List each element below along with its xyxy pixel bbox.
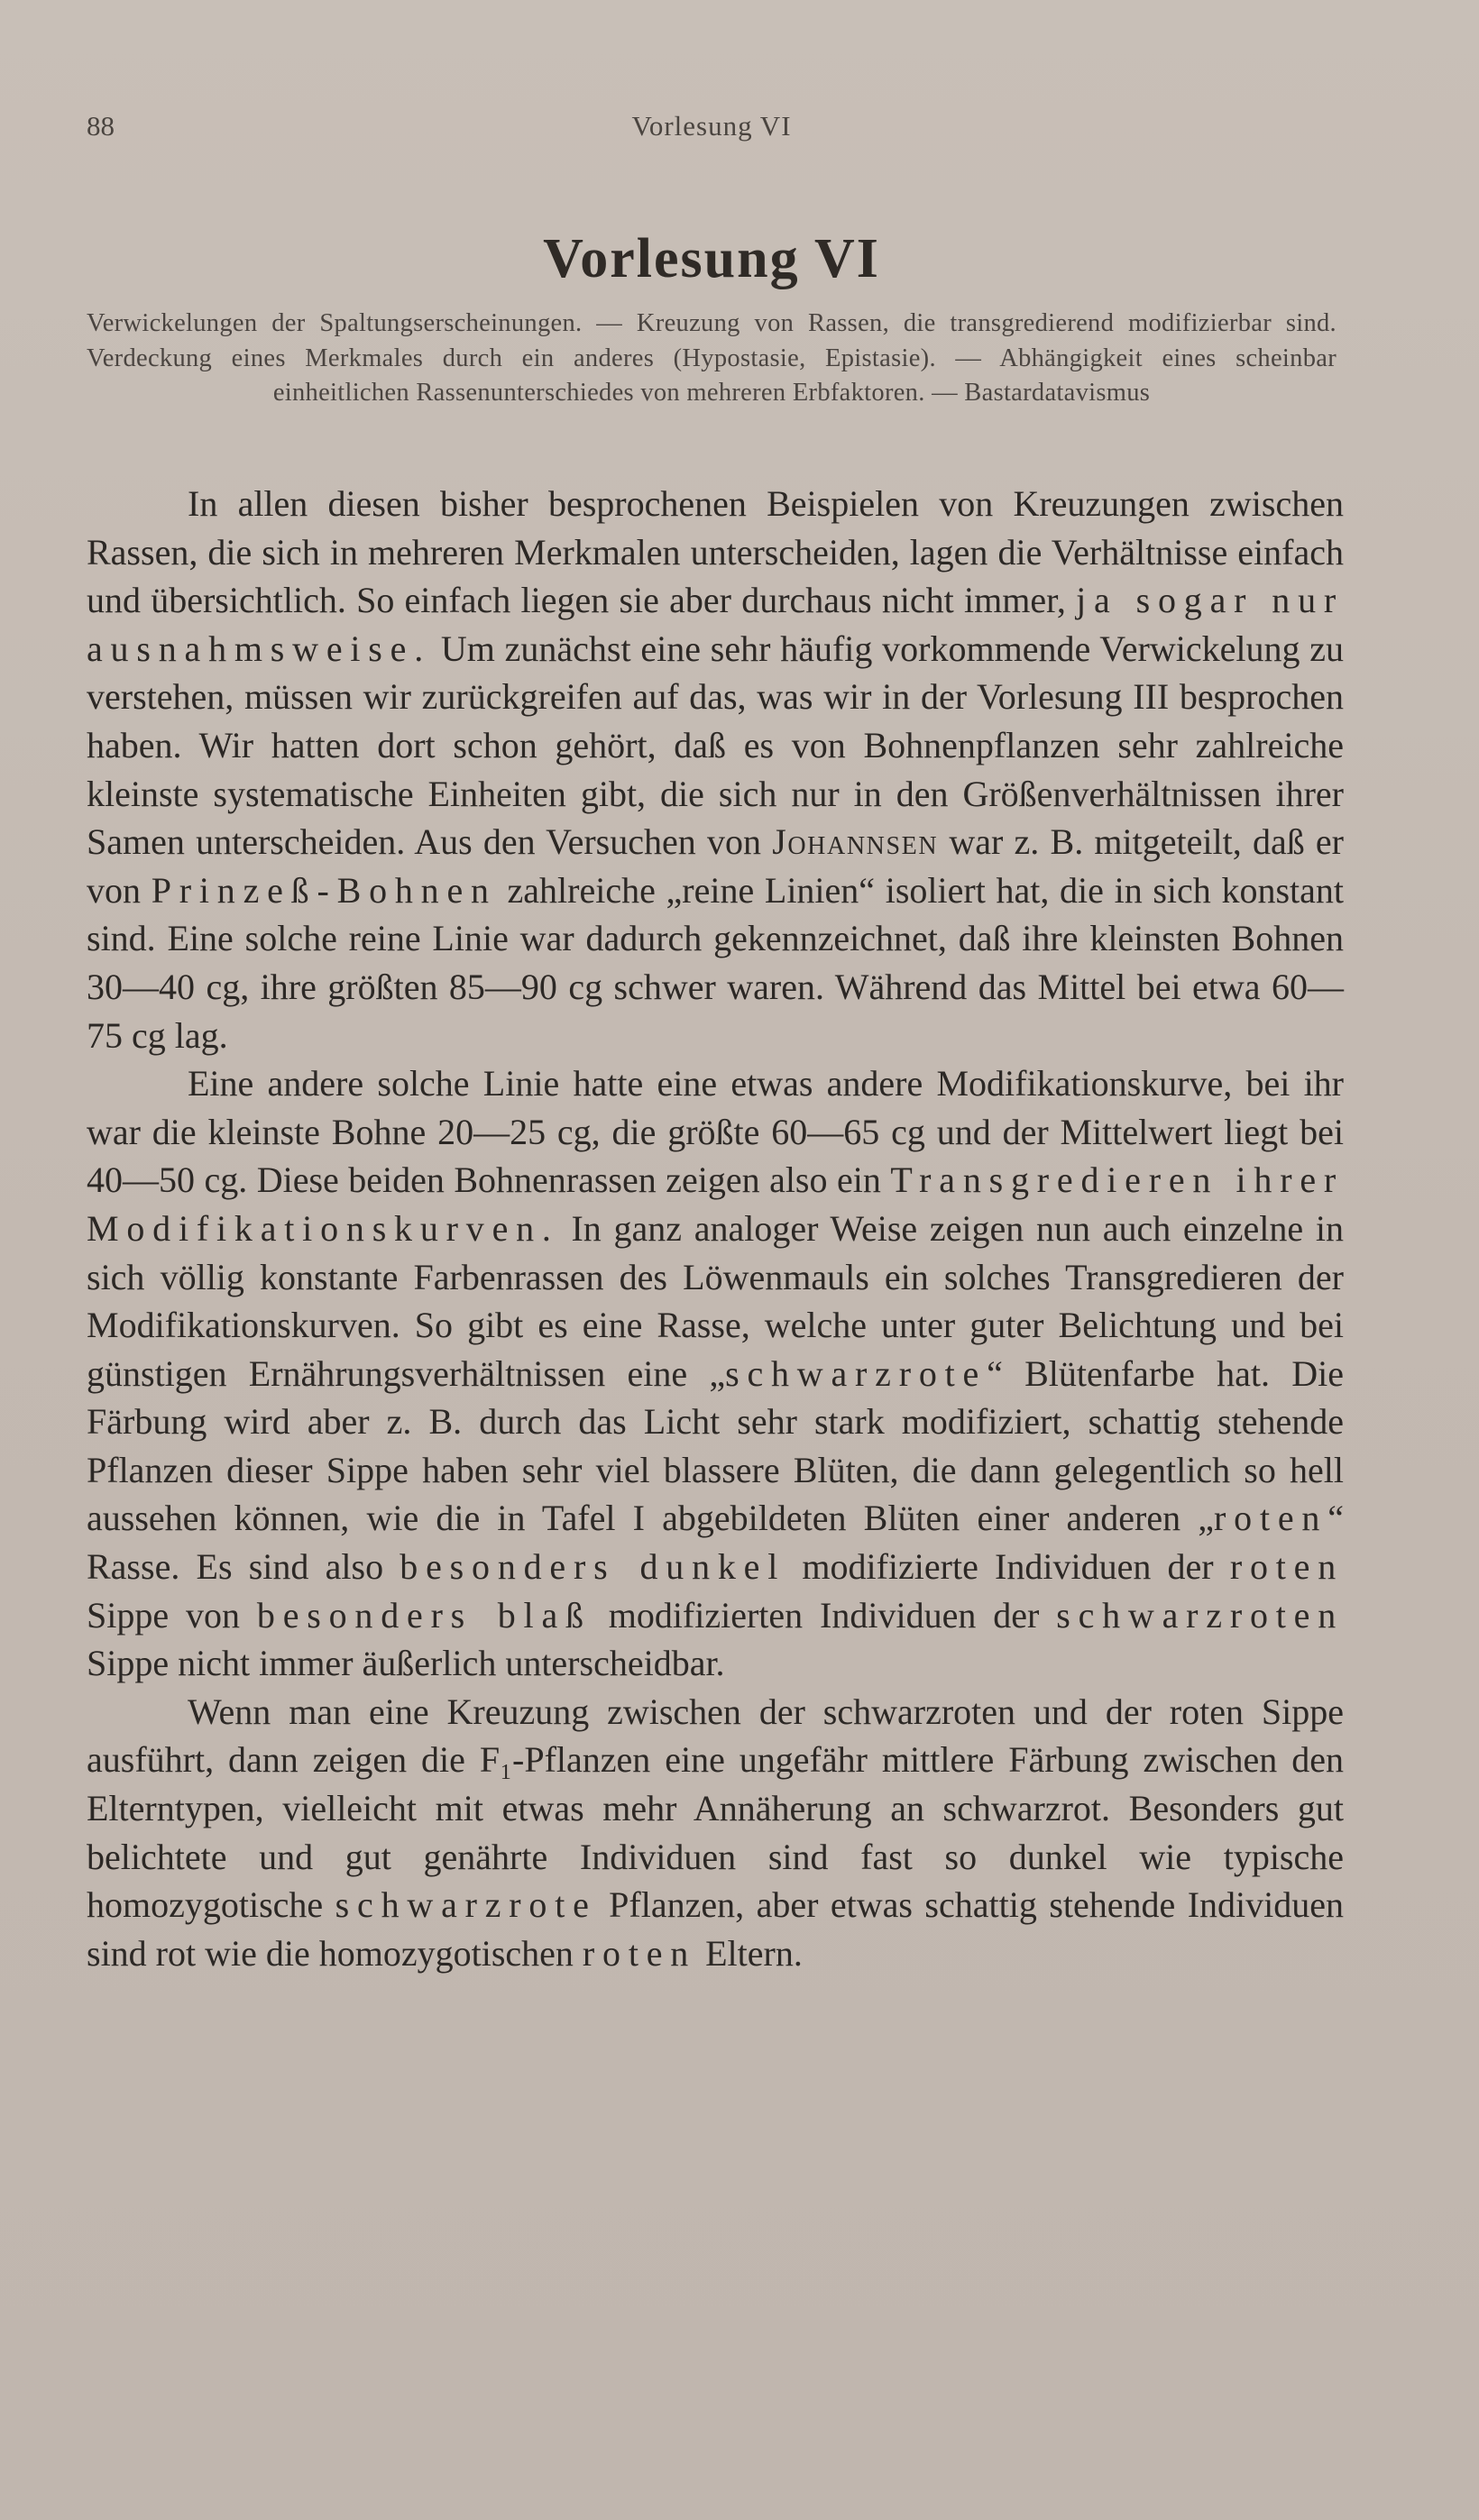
paragraph-1	[87, 480, 1344, 1059]
emphasis-text: schwarzroten	[1056, 1594, 1345, 1636]
text-run: Eine andere solche Linie hatte eine etwas andere Modifikationskurve, bei ihr war die kleinste Bohne 20—25 cg, die größte 60—65 cg und der Mittelwert liegt bei 40—50 cg. Diese beiden Bohnenrassen zeigen also ein	[87, 1063, 1344, 1201]
text-run: Sippe von	[87, 1594, 240, 1636]
text-run: zahlreiche „reine Linien“ isoliert hat, die in sich konstant sind. Eine solche reine Linie war dadurch gekennzeichnet, daß ihre kleinsten Bohnen 30—40 cg, ihre größten 85—90 cg schwer waren. Während das Mittel bei etwa 60—75 cg lag.	[87, 869, 1345, 1056]
emphasis-text: schwarzrote	[335, 1884, 597, 1926]
text-run: Sippe nicht immer äußerlich unterscheidbar.	[87, 1643, 725, 1684]
text-run: In ganz analoger Weise zeigen nun auch einzelne in sich völlig konstante Farbenrassen des Löwenmauls ein solches Transgredieren der Modifikationskurven. So gibt es eine Rasse, welche unter guter Belichtung und bei günstigen Ernährungsverhältnissen eine „	[87, 1207, 1345, 1394]
text-run: Eltern.	[705, 1932, 803, 1974]
emphasis-text: schwarzrote	[725, 1352, 988, 1394]
chapter-summary: Verwickelungen der Spaltungserscheinungen. — Kreuzung von Rassen, die transgredierend modifizierbar sind. Verdeckung eines Merkmales durch ein anderes (Hypostasie, Epistasie). — Abhängigkeit eines scheinbar einheitlichen Rassenunterschiedes von mehreren Erbfaktoren. — Bastardatavismus	[87, 309, 1337, 407]
text-run: modifizierten Individuen der	[608, 1594, 1040, 1636]
text-run: “ Rasse. Es sind also	[87, 1498, 1344, 1588]
emphasis-text: ja sogar nur ausnahmsweise.	[87, 580, 1345, 669]
emphasis-text: roten	[582, 1932, 697, 1974]
page-number: 88	[87, 110, 115, 142]
emphasis-text: besonders dunkel	[400, 1546, 786, 1588]
chapter-title: Vorlesung VI	[543, 228, 880, 289]
paragraph-2	[87, 1059, 1344, 1688]
paragraph-3	[87, 1688, 1344, 1978]
text-run: Um zunächst eine sehr häufig vorkommende Verwickelung zu verstehen, müssen wir zurückgreifen auf das, was wir in der Vorlesung III besprochen haben. Wir hatten dort schon gehört, daß es von Bohnenpflanzen sehr zahlreiche kleinste systematische Einheiten gibt, die sich nur in den Größenverhältnissen ihrer Samen unterscheiden. Aus den Versuchen von	[87, 628, 1345, 863]
emphasis-text: Transgredieren ihrer Modifikationskurven.	[87, 1159, 1344, 1249]
text-run: modifizierte Individuen der	[802, 1546, 1214, 1588]
text-run: “ Blütenfarbe hat. Die Färbung wird aber z. B. durch das Licht sehr stark modifiziert, schattig stehende Pflanzen dieser Sippe haben sehr viel blassere Blüten, die dann gelegentlich so hell aussehen können, wie die in Tafel I abgebildeten Blüten einer anderen „	[87, 1352, 1344, 1539]
running-head	[87, 110, 1337, 146]
emphasis-text: besonders blaß	[256, 1594, 592, 1636]
emphasis-text: roten	[1229, 1546, 1345, 1588]
body-text	[87, 480, 1344, 1977]
text-run: In allen diesen bisher besprochenen Beispielen von Kreuzungen zwischen Rassen, die sich in mehreren Merkmalen unterscheiden, lagen die Verhältnisse einfach und übersichtlich. So einfach liegen sie aber durchaus nicht immer,	[87, 483, 1344, 621]
text-run: Pflanzen, aber etwas schattig stehende Individuen sind rot wie die homozygotischen	[87, 1884, 1345, 1974]
emphasis-text: roten	[1214, 1498, 1328, 1539]
emphasis-text: Prinzeß-Bohnen	[151, 869, 497, 911]
running-title: Vorlesung VI	[631, 110, 792, 142]
text-run: Wenn man eine Kreuzung zwischen der schwarzroten und der roten Sippe ausführt, dann zeigen die F₁-Pflanzen eine ungefähr mittlere Färbung zwischen den Elterntypen, vielleicht mit etwas mehr Annäherung an schwarzrot. Besonders gut belichtete und gut genährte Individuen sind fast so dunkel wie typische homozygotische	[87, 1691, 1344, 1926]
text-run: war z. B. mitgeteilt, daß er von	[87, 821, 1344, 911]
author-name: Johannsen	[772, 821, 939, 863]
